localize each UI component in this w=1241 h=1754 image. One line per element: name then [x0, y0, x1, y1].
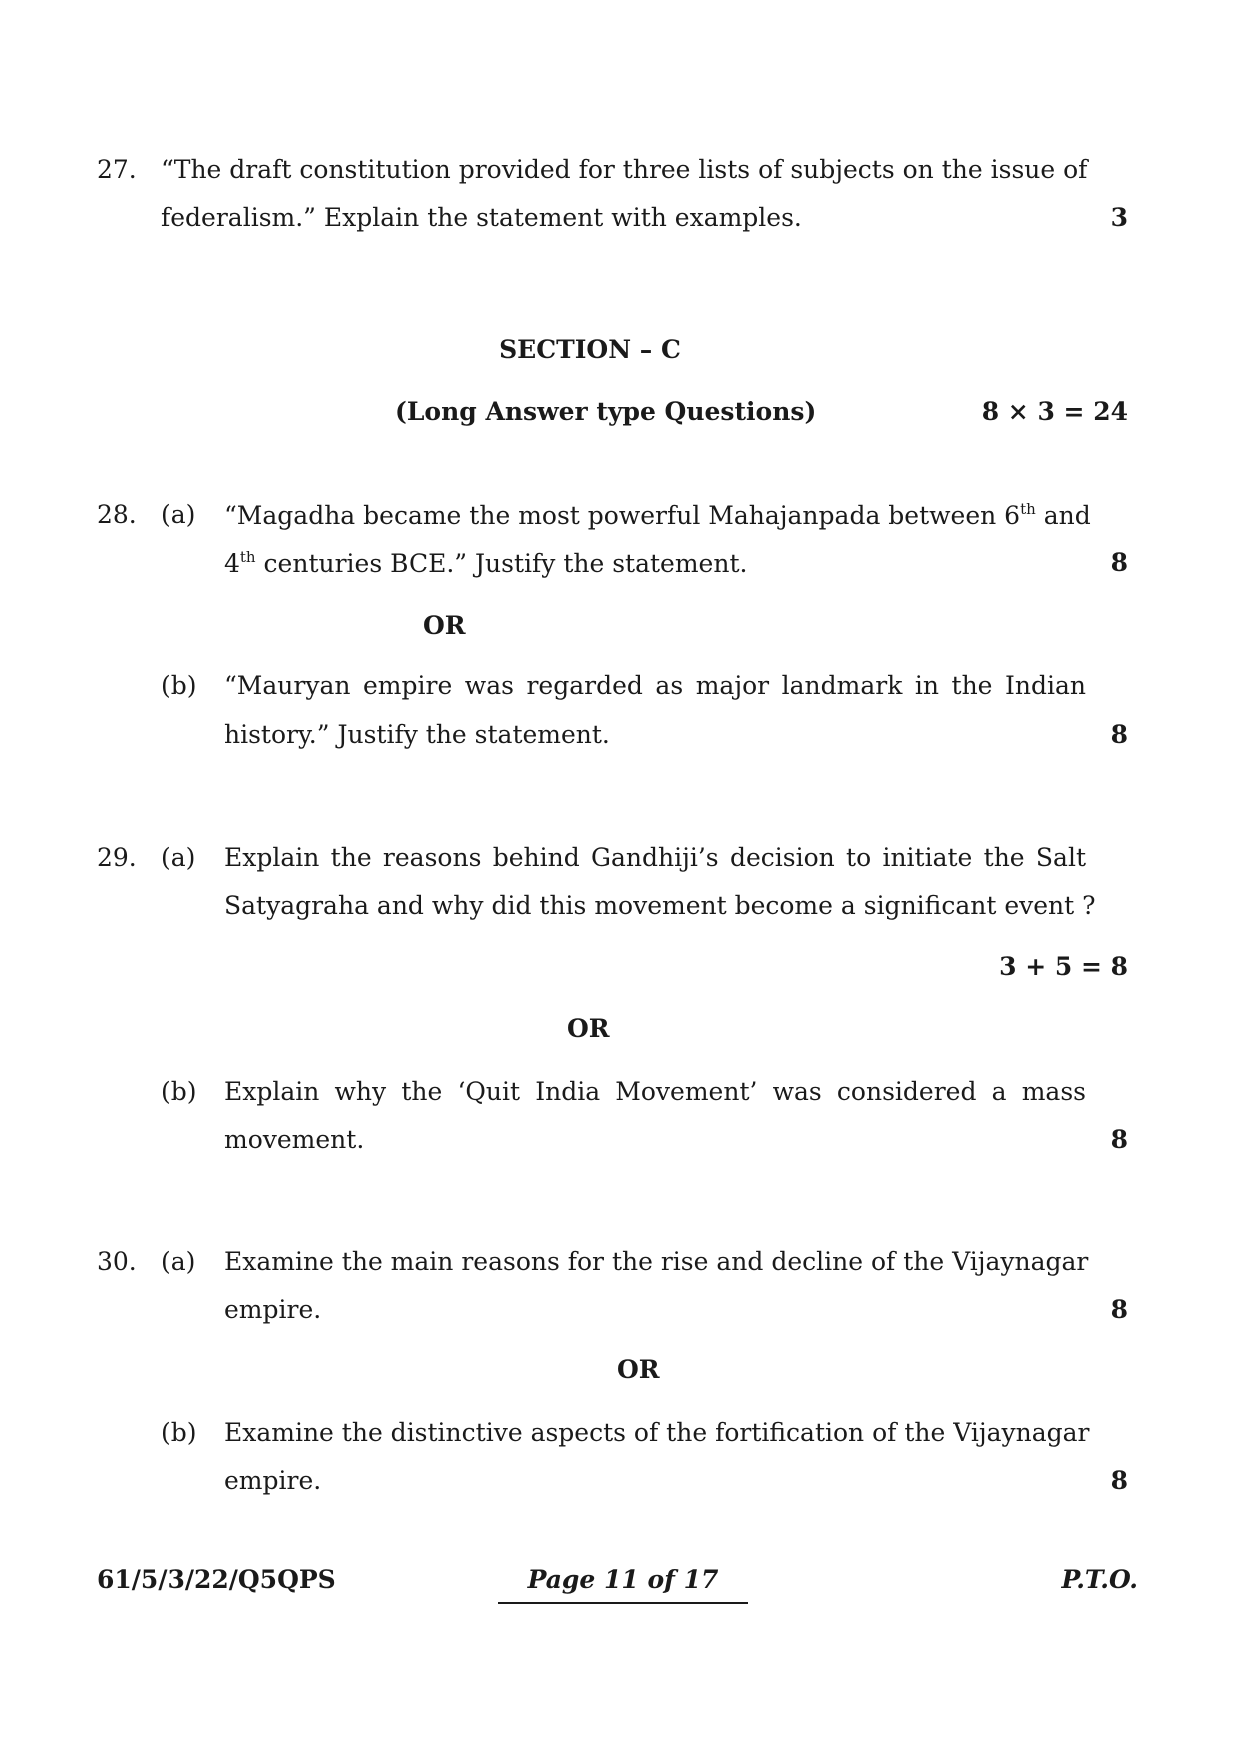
text-part: centuries BCE.” Justify the statement.: [255, 549, 748, 578]
section-title: SECTION – C: [499, 335, 681, 364]
superscript: th: [1020, 500, 1036, 518]
option-label: (b): [161, 1418, 197, 1447]
paper-code: 61/5/3/22/Q5QPS: [97, 1565, 336, 1594]
superscript: th: [239, 548, 256, 566]
page-number-underline: [498, 1602, 748, 1604]
or-divider: OR: [617, 1355, 660, 1384]
marks: 8: [1110, 720, 1128, 749]
question-number: 30.: [97, 1247, 137, 1276]
question-text-line: “The draft constitution provided for three lists of subjects on the issue of: [161, 155, 1088, 184]
question-text-line: movement.: [224, 1125, 365, 1154]
or-divider: OR: [423, 611, 466, 640]
question-number: 29.: [97, 843, 137, 872]
text-part: and: [1035, 501, 1091, 530]
question-text-line: [224, 500, 1091, 530]
question-text-line: “Mauryan empire was regarded as major landmark in the Indian: [224, 671, 1086, 700]
section-subtitle: (Long Answer type Questions): [395, 397, 817, 426]
question-text-line: [224, 548, 747, 578]
text-part: “Magadha became the most powerful Mahajanpada between 6: [224, 501, 1021, 530]
option-label: (a): [161, 843, 196, 872]
marks: 8: [1110, 548, 1128, 577]
question-text-line: federalism.” Explain the statement with examples.: [161, 203, 802, 232]
or-divider: OR: [567, 1014, 610, 1043]
marks: 8: [1110, 1125, 1128, 1154]
question-text-line: Explain the reasons behind Gandhiji’s decision to initiate the Salt: [224, 843, 1086, 872]
question-text-line: history.” Justify the statement.: [224, 720, 610, 749]
page-number: Page 11 of 17: [527, 1565, 719, 1594]
option-label: (b): [161, 1077, 197, 1106]
question-text-line: empire.: [224, 1466, 322, 1495]
marks: 3: [1110, 203, 1128, 232]
section-marks: 8 × 3 = 24: [981, 397, 1128, 426]
question-text-line: empire.: [224, 1295, 322, 1324]
option-label: (b): [161, 671, 197, 700]
marks: 3 + 5 = 8: [999, 952, 1128, 981]
question-number: 28.: [97, 500, 137, 529]
marks: 8: [1110, 1295, 1128, 1324]
question-text-line: Examine the distinctive aspects of the fortification of the Vijaynagar: [224, 1418, 1090, 1447]
question-text-line: Examine the main reasons for the rise and decline of the Vijaynagar: [224, 1247, 1089, 1276]
text-part: 4: [224, 549, 240, 578]
option-label: (a): [161, 500, 196, 529]
question-text-line: Satyagraha and why did this movement become a significant event ?: [224, 891, 1096, 920]
pto-label: P.T.O.: [1061, 1565, 1138, 1594]
option-label: (a): [161, 1247, 196, 1276]
marks: 8: [1110, 1466, 1128, 1495]
question-number: 27.: [97, 155, 137, 184]
question-text-line: Explain why the ‘Quit India Movement’ was considered a mass: [224, 1077, 1086, 1106]
